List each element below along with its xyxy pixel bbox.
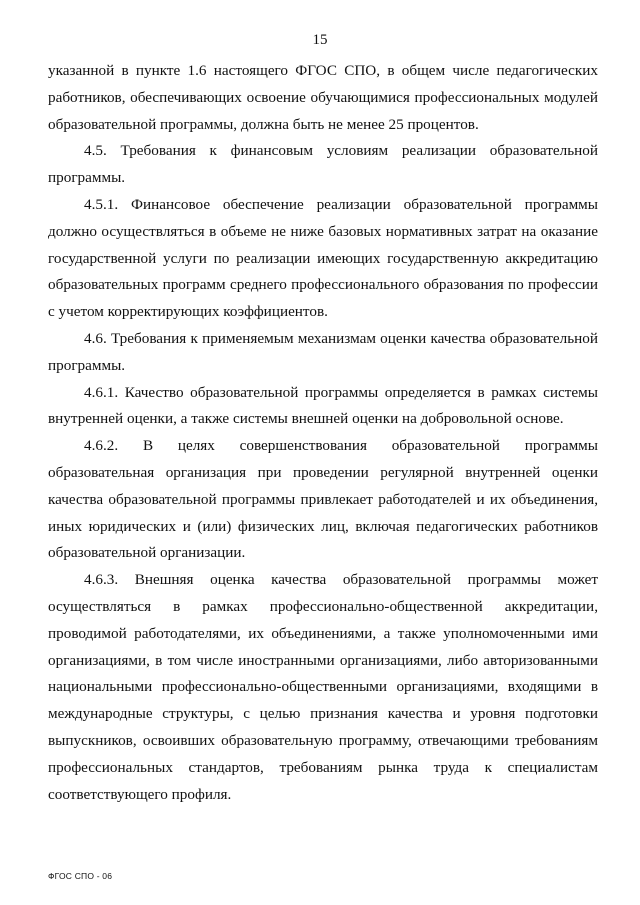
paragraph-continuation: указанной в пункте 1.6 настоящего ФГОС СПО, в общем числе педагогических работников, обеспечивающих освоение обучающимися профессиональных модулей образовательной программы, должна быть не менее 25 процентов.: [48, 62, 598, 133]
paragraph-4-6-2: 4.6.2. В целях совершенствования образовательной программы образовательная организация при проведении регулярной внутренней оценки качества образовательной программы привлекает работодателей и их объединения, иных юридических и (или) физических лиц, включая педагогических работников образовательной организации.: [48, 437, 598, 562]
footer-document-code: ФГОС СПО - 06: [48, 871, 113, 881]
paragraph-4-6-3: 4.6.3. Внешняя оценка качества образовательной программы может осуществляться в рамках профессионально-общественной аккредитации, проводимой работодателями, их объединениями, а также уполномоченными ими организациями, в том числе иностранными организациями, либо авторизованными национальными профессионально-общественными организациями, входящими в международные структуры, с целью признания качества и уровня подготовки выпускников, освоивших образовательную программу, отвечающими требованиям профессиональных стандартов, требованиям рынка труда к специалистам соответствующего профиля.: [48, 571, 598, 803]
paragraph-4-5: 4.5. Требования к финансовым условиям реализации образовательной программы.: [48, 142, 598, 187]
page-number: 15: [312, 32, 328, 48]
paragraph-4-5-1: 4.5.1. Финансовое обеспечение реализации образовательной программы должно осуществляться в объеме не ниже базовых нормативных затрат на оказание государственной услуги по реализации имеющих государственную аккредитацию образовательных программ среднего профессионального образования по профессии с учетом корректирующих коэффициентов.: [48, 195, 598, 321]
paragraph-4-6-1: 4.6.1. Качество образовательной программы определяется в рамках системы внутренней оценки, а также системы внешней оценки на добровольной основе.: [48, 383, 598, 428]
paragraph-4-6: 4.6. Требования к применяемым механизмам оценки качества образовательной программы.: [48, 329, 598, 374]
document-body: [48, 58, 598, 808]
